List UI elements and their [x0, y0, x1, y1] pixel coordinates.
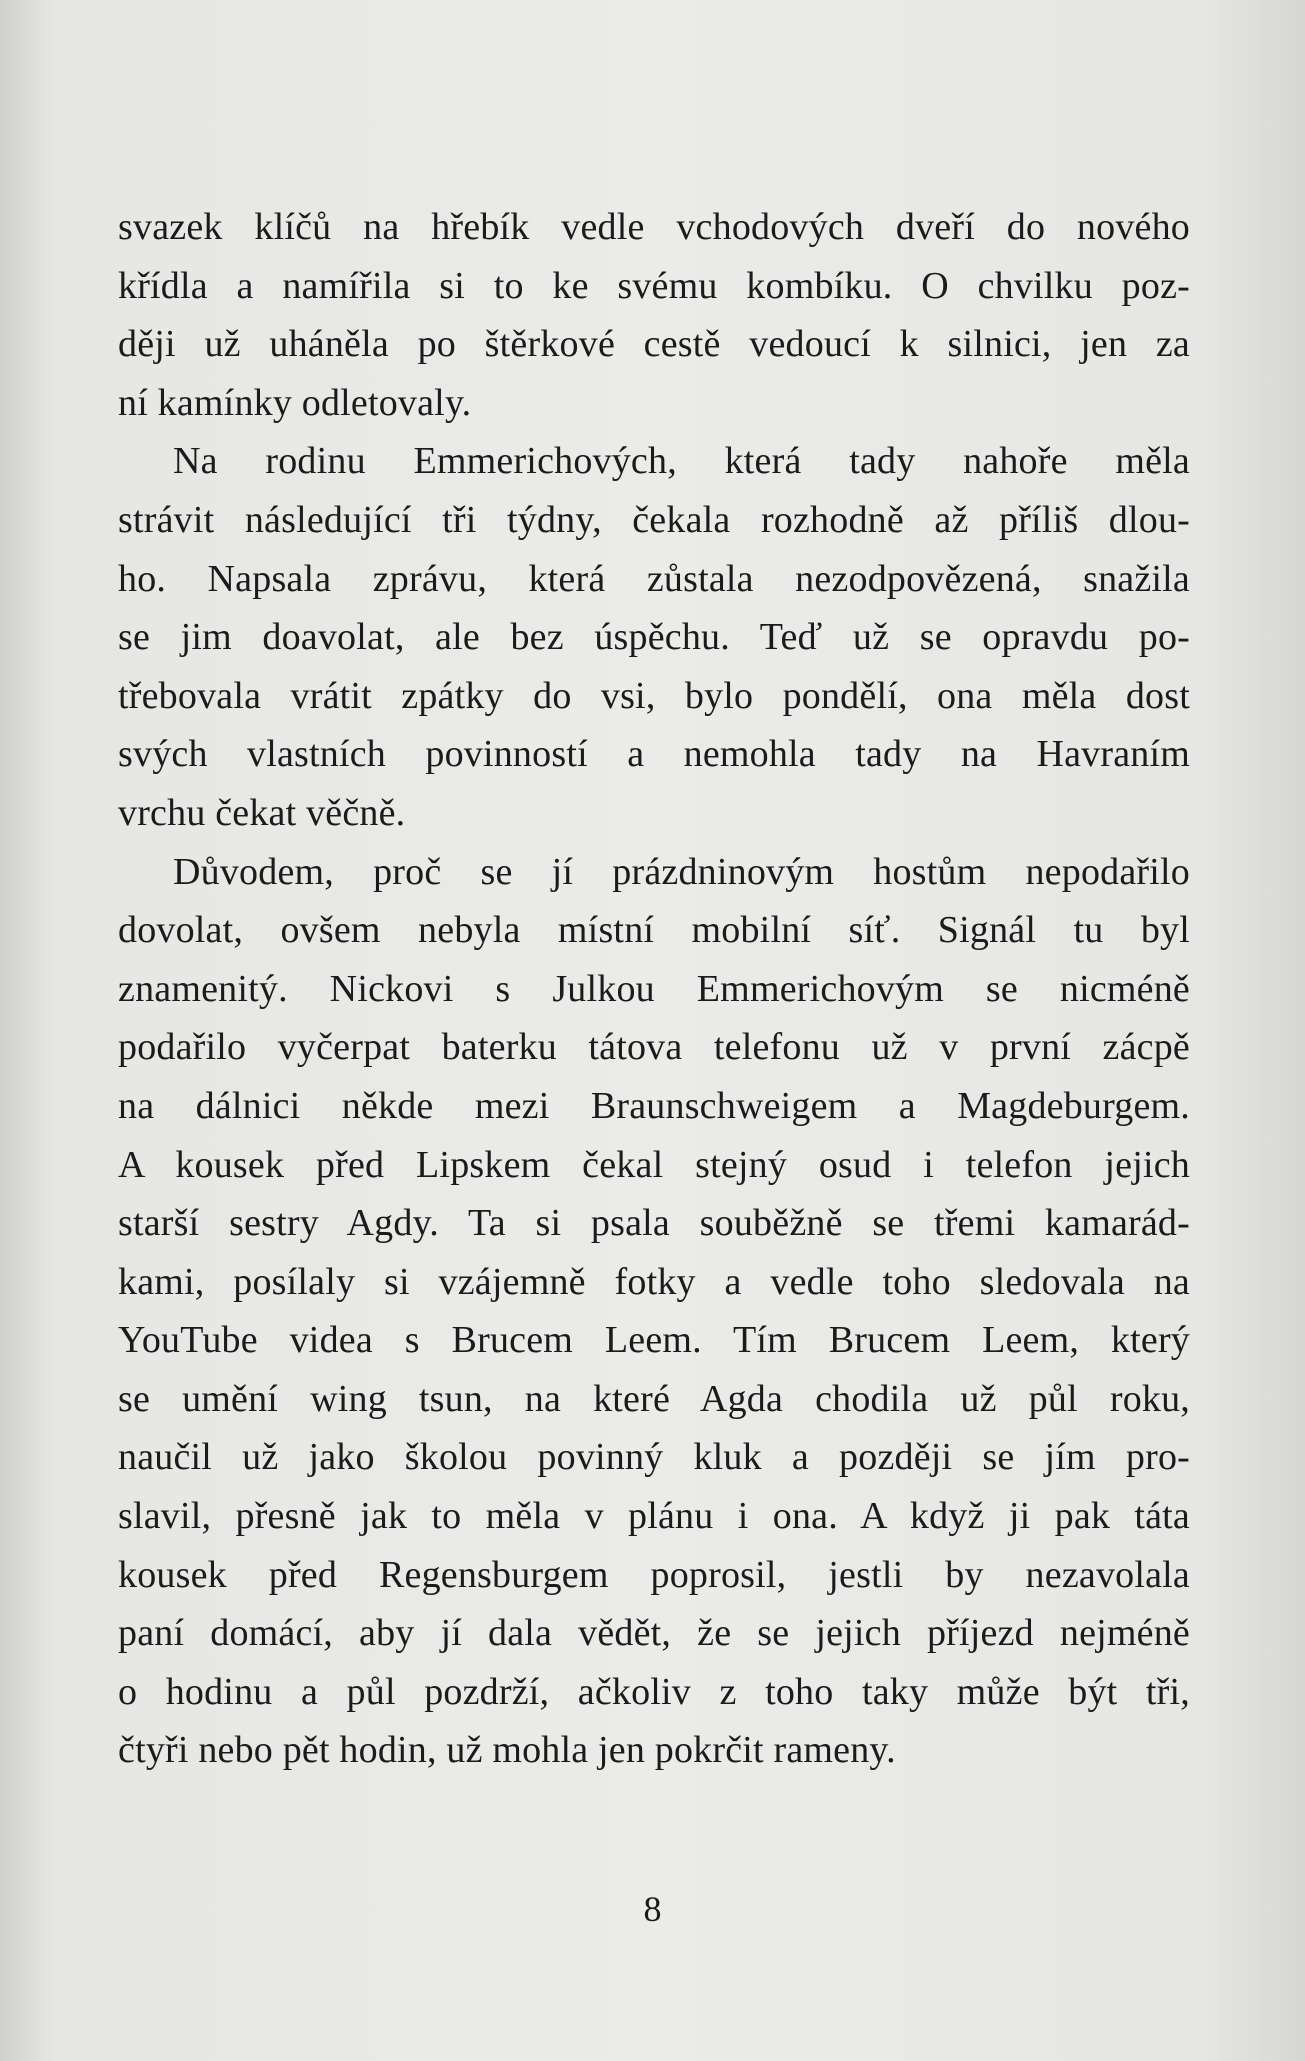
- text-line: YouTube videa s Brucem Leem. Tím Brucem Leem, který: [118, 1319, 1190, 1362]
- text-line: kami, posílaly si vzájemně fotky a vedle toho sledovala na: [118, 1260, 1190, 1303]
- paragraph-1: [118, 198, 1190, 432]
- text-line: znamenitý. Nickovi s Julkou Emmerichovým se nicméně: [118, 967, 1190, 1010]
- page-number: 8: [643, 1889, 662, 1929]
- text-line: třebovala vrátit zpátky do vsi, bylo pondělí, ona měla dost: [118, 674, 1190, 717]
- paragraph-2: [118, 432, 1190, 842]
- text-line: se umění wing tsun, na které Agda chodila už půl roku,: [118, 1377, 1190, 1420]
- text-line: svých vlastních povinností a nemohla tady na Havraním: [118, 733, 1190, 776]
- text-line: vrchu čekat věčně.: [118, 791, 406, 834]
- text-line: svazek klíčů na hřebík vedle vchodových dveří do nového: [118, 206, 1190, 248]
- text-line: strávit následující tři týdny, čekala rozhodně až příliš dlou-: [118, 498, 1190, 541]
- text-line: ději už uháněla po štěrkové cestě vedoucí k silnici, jen za: [118, 323, 1190, 366]
- text-line: Na rodinu Emmerichových, která tady nahoře měla: [173, 440, 1190, 483]
- text-line: ní kamínky odletovaly.: [118, 381, 472, 424]
- text-line: o hodinu a půl pozdrží, ačkoliv z toho taky může být tři,: [118, 1670, 1190, 1713]
- text-line: paní domácí, aby jí dala vědět, že se jejich příjezd nejméně: [118, 1612, 1190, 1655]
- text-line: starší sestry Agdy. Ta si psala souběžně se třemi kamarád-: [118, 1202, 1190, 1245]
- text-line: čtyři nebo pět hodin, už mohla jen pokrčit rameny.: [118, 1729, 896, 1772]
- text-line: podařilo vyčerpat baterku tátova telefonu už v první zácpě: [118, 1026, 1190, 1069]
- text-line: křídla a namířila si to ke svému kombíku. O chvilku poz-: [118, 264, 1190, 307]
- text-line: ho. Napsala zprávu, která zůstala nezodpovězená, snažila: [118, 557, 1190, 600]
- text-line: se jim doavolat, ale bez úspěchu. Teď už se opravdu po-: [118, 616, 1190, 659]
- text-line: Důvodem, proč se jí prázdninovým hostům nepodařilo: [173, 850, 1190, 893]
- text-line: na dálnici někde mezi Braunschweigem a Magdeburgem.: [118, 1084, 1190, 1127]
- text-line: naučil už jako školou povinný kluk a později se jím pro-: [118, 1436, 1190, 1479]
- text-line: A kousek před Lipskem čekal stejný osud i telefon jejich: [118, 1143, 1190, 1186]
- text-line: dovolat, ovšem nebyla místní mobilní síť. Signál tu byl: [118, 909, 1190, 952]
- text-line: kousek před Regensburgem poprosil, jestli by nezavolala: [118, 1553, 1190, 1596]
- text-line: slavil, přesně jak to měla v plánu i ona. A když ji pak táta: [118, 1495, 1190, 1538]
- body-text: [118, 198, 1190, 1780]
- paragraph-3: [118, 843, 1190, 1781]
